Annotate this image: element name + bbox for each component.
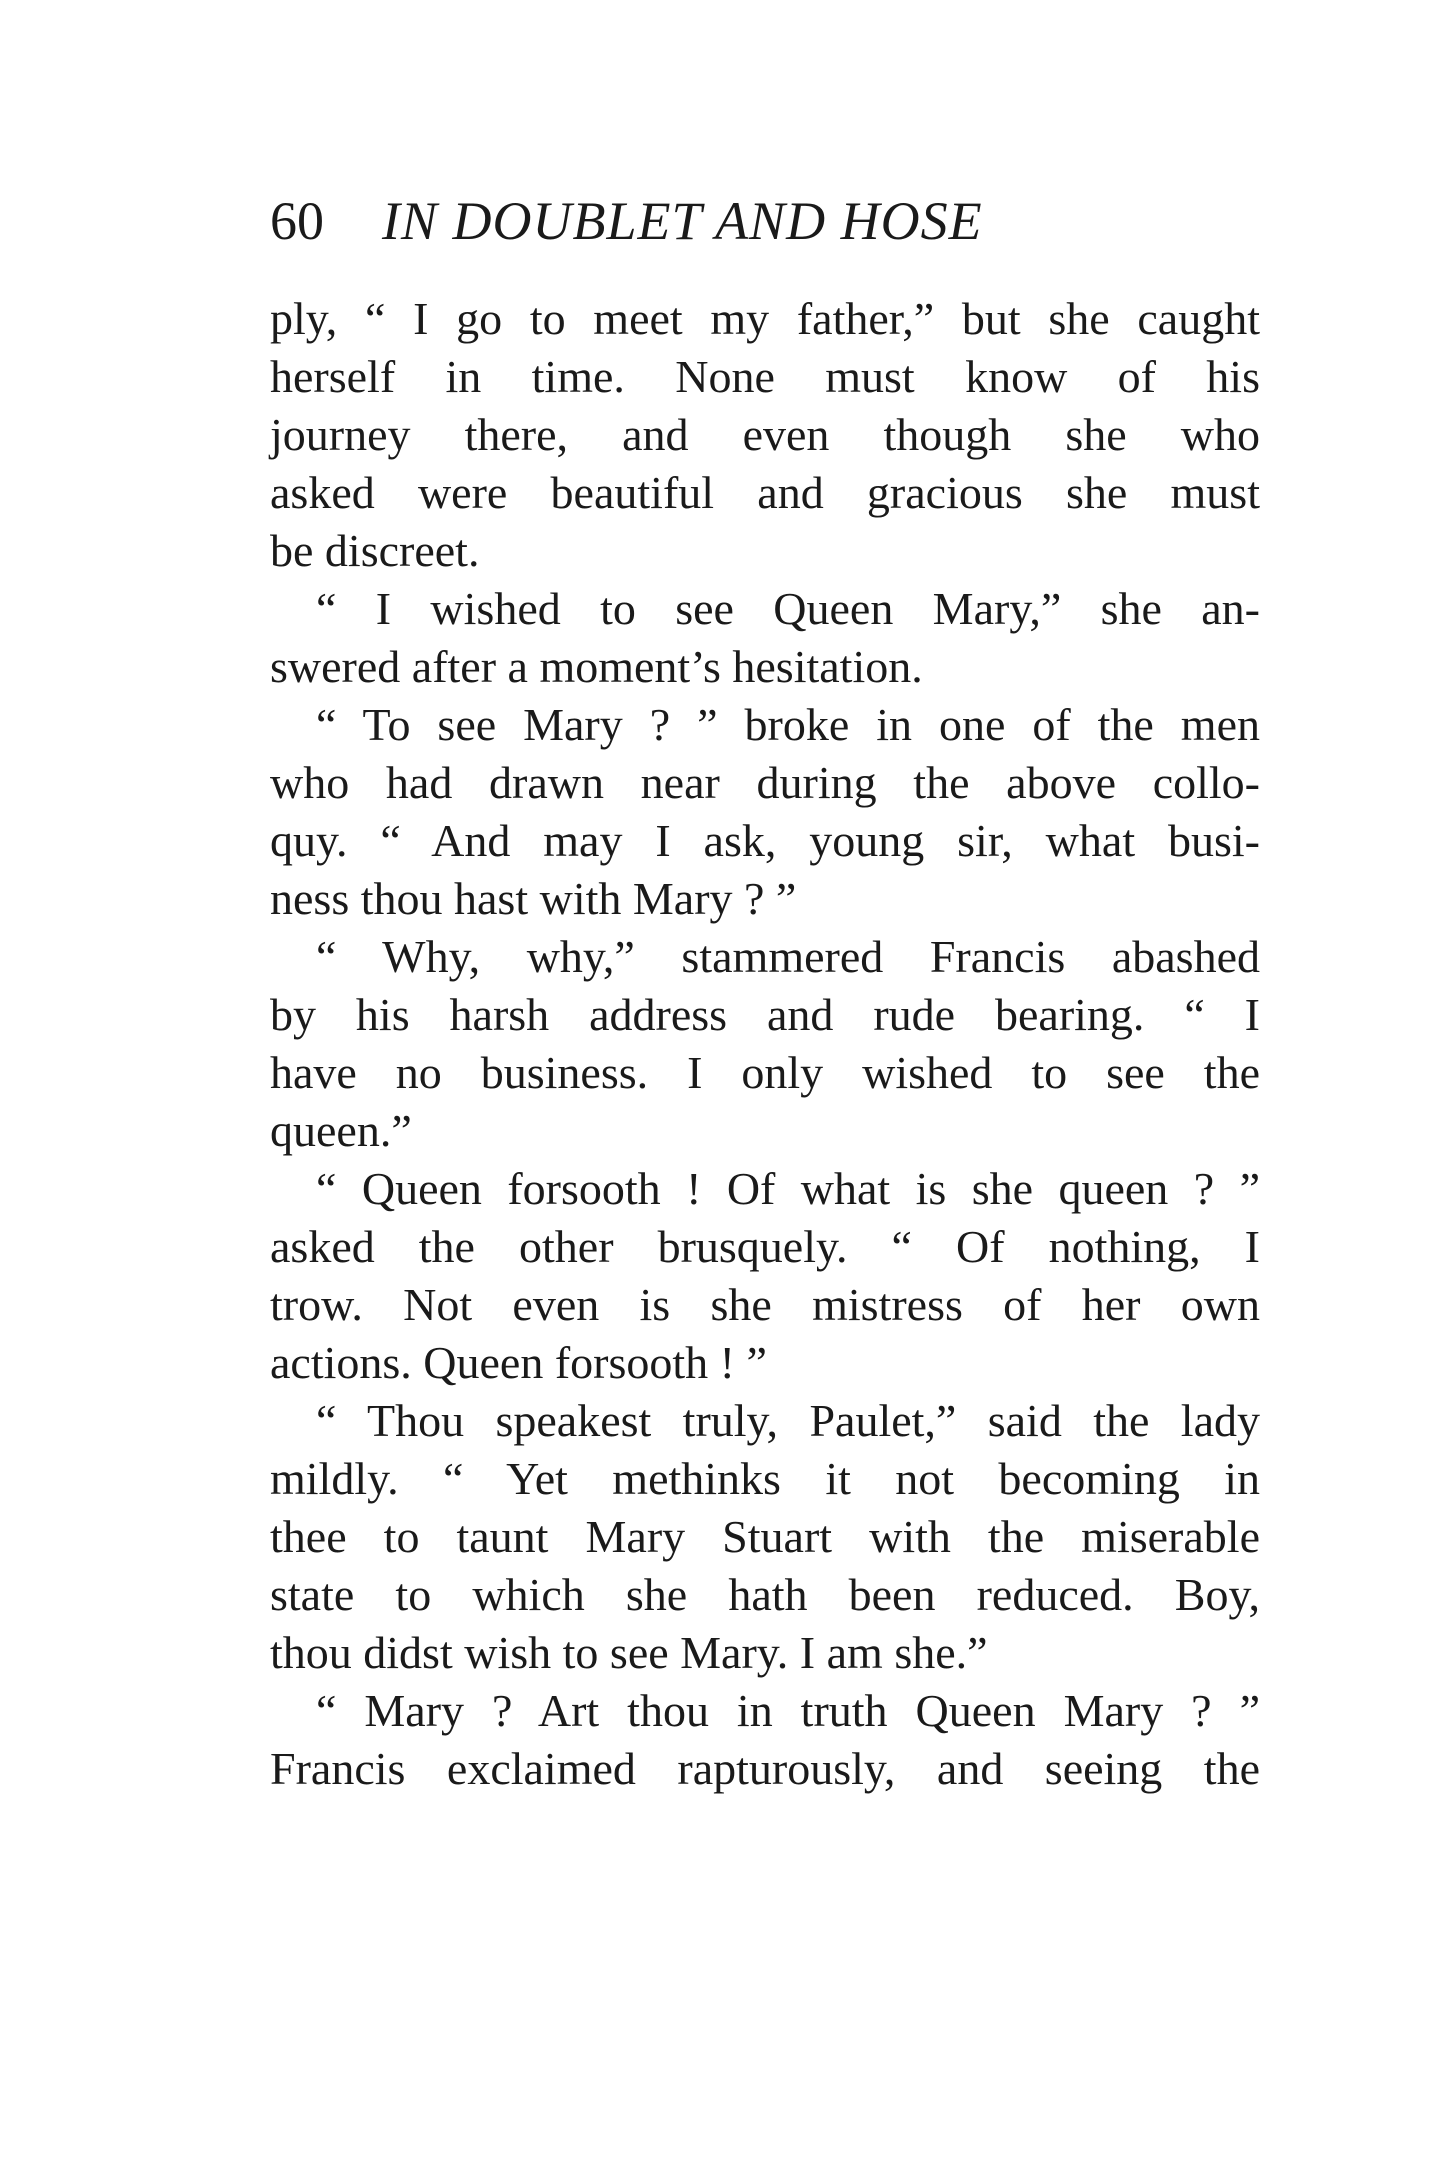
page-header — [270, 190, 1270, 270]
text-line: by his harsh address and rude bearing. “ I — [270, 989, 1260, 1040]
text-line: have no business. I only wished to see the — [270, 1047, 1260, 1098]
text-line: asked were beautiful and gracious she must — [270, 467, 1260, 518]
text-line: queen.” — [270, 1105, 412, 1156]
body-text — [270, 290, 1260, 1798]
text-line: ness thou hast with Mary ? ” — [270, 873, 797, 924]
text-line: Francis exclaimed rapturously, and seeing the — [270, 1743, 1260, 1794]
text-line: “ Thou speakest truly, Paulet,” said the lady — [316, 1395, 1260, 1446]
text-line: quy. “ And may I ask, young sir, what busi- — [270, 815, 1260, 866]
text-line: “ Why, why,” stammered Francis abashed — [316, 931, 1260, 982]
text-line: thou didst wish to see Mary. I am she.” — [270, 1627, 988, 1678]
text-line: swered after a moment’s hesitation. — [270, 641, 923, 692]
text-line: thee to taunt Mary Stuart with the miserable — [270, 1511, 1260, 1562]
text-line: trow. Not even is she mistress of her own — [270, 1279, 1260, 1330]
text-line: be discreet. — [270, 525, 480, 576]
text-line: mildly. “ Yet methinks it not becoming in — [270, 1453, 1260, 1504]
text-line: actions. Queen forsooth ! ” — [270, 1337, 767, 1388]
text-line: herself in time. None must know of his — [270, 351, 1260, 402]
running-title: IN DOUBLET AND HOSE — [382, 191, 983, 251]
text-line: state to which she hath been reduced. Boy, — [270, 1569, 1260, 1620]
text-line: asked the other brusquely. “ Of nothing, I — [270, 1221, 1260, 1272]
text-line: journey there, and even though she who — [270, 409, 1260, 460]
text-line: “ Queen forsooth ! Of what is she queen ? ” — [316, 1163, 1260, 1214]
text-line: “ To see Mary ? ” broke in one of the men — [316, 699, 1260, 750]
text-line: “ I wished to see Queen Mary,” she an- — [316, 583, 1260, 634]
text-line: who had drawn near during the above collo- — [270, 757, 1260, 808]
page-number: 60 — [270, 191, 324, 251]
text-line: “ Mary ? Art thou in truth Queen Mary ? ” — [316, 1685, 1260, 1736]
text-line: ply, “ I go to meet my father,” but she caught — [270, 293, 1260, 344]
